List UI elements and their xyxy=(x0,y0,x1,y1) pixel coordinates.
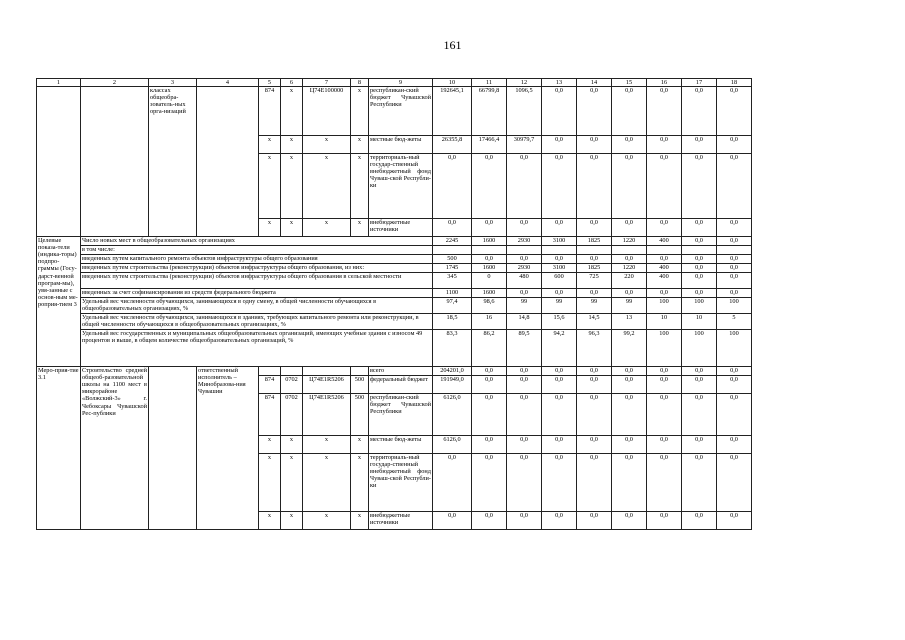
executor-cell: ответственный исполнитель – Минобразова-ния Чувашии xyxy=(197,367,259,530)
value-cell: 0,0 xyxy=(433,454,472,512)
value-cell: 1825 xyxy=(577,264,612,273)
column-number: 8 xyxy=(351,79,369,87)
value-cell: 0,0 xyxy=(542,394,577,436)
value-cell: 0,0 xyxy=(472,367,507,376)
value-cell: 0,0 xyxy=(612,219,647,237)
funding-source-cell: республикан-ский бюджет Чувашской Республики xyxy=(369,87,433,136)
value-cell: 0,0 xyxy=(717,512,752,530)
value-cell: 1600 xyxy=(472,289,507,298)
value-cell: 99 xyxy=(507,298,542,314)
target-indicator-row xyxy=(37,330,752,367)
value-cell: 0,0 xyxy=(507,394,542,436)
value-cell: 0,0 xyxy=(577,87,612,136)
column-number: 4 xyxy=(197,79,259,87)
code-cell: Ц74Е1R5206 xyxy=(303,394,351,436)
target-indicator-row xyxy=(37,273,752,289)
value-cell xyxy=(542,246,577,255)
value-cell: 89,5 xyxy=(507,330,542,367)
value-cell: 18,5 xyxy=(433,314,472,330)
value-cell: 400 xyxy=(647,264,682,273)
code-cell: х xyxy=(281,454,303,512)
code-cell xyxy=(281,367,303,376)
code-cell: 500 xyxy=(351,394,369,436)
code-cell: х xyxy=(351,436,369,454)
indicator-name-cell: Удельный вес численности обучающихся, занимающихся в зданиях, требующих капитального ремонта или реконструкции, в общей численности обучающихся в общеобразовательных организациях, % xyxy=(81,314,433,330)
code-cell: х xyxy=(259,436,281,454)
value-cell: 2930 xyxy=(507,237,542,246)
value-cell: 0,0 xyxy=(542,136,577,154)
code-cell: 874 xyxy=(259,376,281,394)
funding-source-cell: территориаль-ный государ-ственный внебюджетный фонд Чуваш-ской Республи-ки xyxy=(369,454,433,512)
value-cell: 0,0 xyxy=(507,454,542,512)
value-cell: 0,0 xyxy=(612,136,647,154)
value-cell xyxy=(647,246,682,255)
value-cell: 99 xyxy=(612,298,647,314)
value-cell: 0,0 xyxy=(682,376,717,394)
value-cell: 0,0 xyxy=(507,219,542,237)
value-cell: 14,5 xyxy=(577,314,612,330)
code-cell: х xyxy=(259,154,281,219)
column-number: 10 xyxy=(433,79,472,87)
value-cell xyxy=(577,246,612,255)
value-cell: 0,0 xyxy=(682,87,717,136)
empty-cell xyxy=(81,87,149,237)
value-cell: 100 xyxy=(647,298,682,314)
value-cell: 400 xyxy=(647,273,682,289)
empty-cell xyxy=(197,87,259,237)
value-cell: 97,4 xyxy=(433,298,472,314)
value-cell: 15,6 xyxy=(542,314,577,330)
indicator-name-cell: Удельный вес численности обучающихся, занимающихся в одну смену, в общей численности обучающихся в общеобразовательных организациях, % xyxy=(81,298,433,314)
value-cell: 0,0 xyxy=(647,255,682,264)
value-cell: 0,0 xyxy=(542,367,577,376)
value-cell: 0,0 xyxy=(717,154,752,219)
value-cell: 1100 xyxy=(433,289,472,298)
value-cell: 0,0 xyxy=(682,289,717,298)
value-cell: 0,0 xyxy=(682,264,717,273)
value-cell: 0,0 xyxy=(717,376,752,394)
table-row xyxy=(37,87,752,136)
value-cell: 0,0 xyxy=(647,436,682,454)
value-cell: 0,0 xyxy=(647,454,682,512)
target-indicator-row xyxy=(37,246,752,255)
value-cell: 0,0 xyxy=(577,367,612,376)
target-indicator-row xyxy=(37,255,752,264)
page-number: 161 xyxy=(443,38,462,52)
value-cell: 100 xyxy=(717,298,752,314)
value-cell: 10 xyxy=(682,314,717,330)
target-indicator-row xyxy=(37,289,752,298)
value-cell: 2245 xyxy=(433,237,472,246)
value-cell: 94,2 xyxy=(542,330,577,367)
value-cell: 1220 xyxy=(612,264,647,273)
value-cell: 0,0 xyxy=(472,394,507,436)
value-cell xyxy=(682,246,717,255)
value-cell: 0,0 xyxy=(472,454,507,512)
value-cell: 0,0 xyxy=(577,289,612,298)
measure-name-cell: Строительство средней общеоб-разовательной школы на 1100 мест в микрорайоне «Волжский-3» г. Чебоксары Чувашской Рес-публики xyxy=(81,367,149,530)
value-cell: 0,0 xyxy=(612,512,647,530)
indicator-name-cell: введенных путем строительства (реконструкции) объектов инфраструктуры общего образования, из них: xyxy=(81,264,433,273)
value-cell: 10 xyxy=(647,314,682,330)
value-cell: 1825 xyxy=(577,237,612,246)
value-cell: 0,0 xyxy=(612,436,647,454)
value-cell: 0,0 xyxy=(507,154,542,219)
code-cell: х xyxy=(303,436,351,454)
column-number: 3 xyxy=(149,79,197,87)
value-cell: 0,0 xyxy=(647,219,682,237)
column-number: 2 xyxy=(81,79,149,87)
value-cell: 0,0 xyxy=(577,154,612,219)
column-number: 12 xyxy=(507,79,542,87)
code-cell: Ц74Е100000 xyxy=(303,87,351,136)
program-table xyxy=(36,78,752,530)
value-cell: 16 xyxy=(472,314,507,330)
code-cell: х xyxy=(281,436,303,454)
value-cell: 0,0 xyxy=(682,273,717,289)
value-cell: 725 xyxy=(577,273,612,289)
value-cell: 0,0 xyxy=(472,376,507,394)
value-cell: 100 xyxy=(717,330,752,367)
column-number: 11 xyxy=(472,79,507,87)
value-cell: 0,0 xyxy=(433,154,472,219)
value-cell: 0,0 xyxy=(433,512,472,530)
code-cell xyxy=(351,367,369,376)
value-cell: 0,0 xyxy=(717,436,752,454)
value-cell: 6126,0 xyxy=(433,436,472,454)
value-cell: 0,0 xyxy=(717,454,752,512)
value-cell: 191949,0 xyxy=(433,376,472,394)
code-cell: х xyxy=(303,512,351,530)
code-cell: х xyxy=(281,219,303,237)
funding-source-cell: местные бюд-жеты xyxy=(369,136,433,154)
column-number: 9 xyxy=(369,79,433,87)
code-cell: х xyxy=(351,87,369,136)
value-cell: 2930 xyxy=(507,264,542,273)
empty-cell xyxy=(149,367,197,530)
code-cell: х xyxy=(259,512,281,530)
value-cell: 0,0 xyxy=(647,289,682,298)
measure-row xyxy=(37,367,752,376)
funding-source-cell: республикан-ский бюджет Чувашской Республики xyxy=(369,394,433,436)
value-cell: 0,0 xyxy=(542,512,577,530)
column-number: 5 xyxy=(259,79,281,87)
funding-source-cell: местные бюд-жеты xyxy=(369,436,433,454)
target-indicator-row xyxy=(37,314,752,330)
column-number: 7 xyxy=(303,79,351,87)
value-cell: 0 xyxy=(472,273,507,289)
code-cell: х xyxy=(351,136,369,154)
value-cell: 0,0 xyxy=(612,289,647,298)
value-cell: 100 xyxy=(682,330,717,367)
column-number: 14 xyxy=(577,79,612,87)
value-cell: 0,0 xyxy=(647,512,682,530)
value-cell: 0,0 xyxy=(682,136,717,154)
value-cell: 0,0 xyxy=(612,154,647,219)
value-cell: 204201,0 xyxy=(433,367,472,376)
value-cell: 0,0 xyxy=(717,264,752,273)
value-cell: 0,0 xyxy=(647,394,682,436)
value-cell: 0,0 xyxy=(682,436,717,454)
code-cell: 500 xyxy=(351,376,369,394)
value-cell: 1600 xyxy=(472,237,507,246)
indicator-name-cell: введенных путем капитального ремонта объектов инфраструктуры общего образования xyxy=(81,255,433,264)
funding-source-cell: федеральный бюджет xyxy=(369,376,433,394)
value-cell: 0,0 xyxy=(577,255,612,264)
target-indicator-row xyxy=(37,264,752,273)
value-cell: 0,0 xyxy=(577,376,612,394)
value-cell: 0,0 xyxy=(472,154,507,219)
value-cell: 0,0 xyxy=(682,255,717,264)
code-cell: 874 xyxy=(259,87,281,136)
value-cell: 0,0 xyxy=(682,237,717,246)
value-cell: 99,2 xyxy=(612,330,647,367)
value-cell: 1096,5 xyxy=(507,87,542,136)
value-cell: 0,0 xyxy=(682,512,717,530)
code-cell: х xyxy=(351,454,369,512)
value-cell xyxy=(472,246,507,255)
value-cell: 0,0 xyxy=(647,376,682,394)
measure-name-cell: классах общеобра-зователь-ных орга-низаций xyxy=(149,87,197,237)
value-cell: 30979,7 xyxy=(507,136,542,154)
value-cell: 1600 xyxy=(472,264,507,273)
value-cell: 0,0 xyxy=(612,367,647,376)
value-cell: 400 xyxy=(647,237,682,246)
value-cell: 0,0 xyxy=(647,154,682,219)
funding-source-cell: всего xyxy=(369,367,433,376)
value-cell: 0,0 xyxy=(472,436,507,454)
value-cell: 100 xyxy=(647,330,682,367)
targets-label-cell: Целевые показа-тели (индика-торы) подпро-граммы (Госу-дарст-венной програм-мы), увя-занные с основ-ным ме-роприя-тием 3 xyxy=(37,237,81,367)
code-cell: х xyxy=(303,154,351,219)
value-cell: 0,0 xyxy=(542,454,577,512)
value-cell: 480 xyxy=(507,273,542,289)
column-number: 6 xyxy=(281,79,303,87)
value-cell: 0,0 xyxy=(717,367,752,376)
value-cell: 0,0 xyxy=(612,87,647,136)
code-cell: х xyxy=(303,136,351,154)
value-cell: 0,0 xyxy=(717,136,752,154)
column-number: 16 xyxy=(647,79,682,87)
column-number: 17 xyxy=(682,79,717,87)
value-cell xyxy=(433,246,472,255)
value-cell: 0,0 xyxy=(612,376,647,394)
value-cell: 0,0 xyxy=(542,376,577,394)
value-cell: 0,0 xyxy=(542,436,577,454)
value-cell: 86,2 xyxy=(472,330,507,367)
code-cell: х xyxy=(259,219,281,237)
code-cell: х xyxy=(259,136,281,154)
value-cell: 13 xyxy=(612,314,647,330)
value-cell: 0,0 xyxy=(433,219,472,237)
column-number: 1 xyxy=(37,79,81,87)
value-cell: 0,0 xyxy=(577,454,612,512)
value-cell: 0,0 xyxy=(717,87,752,136)
value-cell: 0,0 xyxy=(577,436,612,454)
value-cell: 0,0 xyxy=(472,219,507,237)
value-cell: 192645,1 xyxy=(433,87,472,136)
value-cell: 345 xyxy=(433,273,472,289)
value-cell: 3100 xyxy=(542,237,577,246)
funding-source-cell: внебюджетные источники xyxy=(369,219,433,237)
value-cell: 0,0 xyxy=(612,255,647,264)
value-cell: 100 xyxy=(682,298,717,314)
code-cell: Ц74Е1R5206 xyxy=(303,376,351,394)
code-cell: х xyxy=(281,87,303,136)
indicator-name-cell: в том числе: xyxy=(81,246,433,255)
target-indicator-row xyxy=(37,298,752,314)
table-body xyxy=(37,79,752,530)
code-cell: х xyxy=(351,219,369,237)
value-cell: 0,0 xyxy=(682,394,717,436)
value-cell: 1220 xyxy=(612,237,647,246)
value-cell: 0,0 xyxy=(612,394,647,436)
value-cell: 0,0 xyxy=(507,512,542,530)
value-cell xyxy=(717,246,752,255)
value-cell xyxy=(507,246,542,255)
value-cell: 3100 xyxy=(542,264,577,273)
value-cell: 26355,8 xyxy=(433,136,472,154)
value-cell: 99 xyxy=(542,298,577,314)
value-cell: 5 xyxy=(717,314,752,330)
value-cell: 0,0 xyxy=(717,219,752,237)
empty-cell xyxy=(37,87,81,237)
value-cell: 83,3 xyxy=(433,330,472,367)
value-cell: 0,0 xyxy=(507,367,542,376)
code-cell: х xyxy=(281,136,303,154)
indicator-name-cell: Удельный вес государственных и муниципальных общеобразовательных организаций, имеющих учебные здания с износом 49 процентов и выше, в общем количестве общеобразовательных организаций, % xyxy=(81,330,433,367)
value-cell: 14,8 xyxy=(507,314,542,330)
code-cell: х xyxy=(281,512,303,530)
value-cell: 0,0 xyxy=(507,289,542,298)
value-cell xyxy=(612,246,647,255)
code-cell: х xyxy=(281,154,303,219)
value-cell: 0,0 xyxy=(682,154,717,219)
code-cell: х xyxy=(351,512,369,530)
column-number: 18 xyxy=(717,79,752,87)
code-cell xyxy=(303,367,351,376)
value-cell: 0,0 xyxy=(717,237,752,246)
value-cell: 1745 xyxy=(433,264,472,273)
column-number: 13 xyxy=(542,79,577,87)
value-cell: 0,0 xyxy=(542,87,577,136)
value-cell: 0,0 xyxy=(612,454,647,512)
value-cell: 98,6 xyxy=(472,298,507,314)
column-number-row xyxy=(37,79,752,87)
value-cell: 0,0 xyxy=(577,512,612,530)
value-cell: 6126,0 xyxy=(433,394,472,436)
value-cell: 96,3 xyxy=(577,330,612,367)
indicator-name-cell: введенных за счет софинансирования из средств федерального бюджета xyxy=(81,289,433,298)
value-cell: 0,0 xyxy=(717,394,752,436)
value-cell: 0,0 xyxy=(717,289,752,298)
value-cell: 0,0 xyxy=(472,255,507,264)
column-number: 15 xyxy=(612,79,647,87)
value-cell: 99 xyxy=(577,298,612,314)
target-indicator-row xyxy=(37,237,752,246)
value-cell: 17466,4 xyxy=(472,136,507,154)
value-cell: 0,0 xyxy=(472,512,507,530)
value-cell: 0,0 xyxy=(577,394,612,436)
value-cell: 0,0 xyxy=(577,219,612,237)
value-cell: 0,0 xyxy=(717,255,752,264)
value-cell: 0,0 xyxy=(682,219,717,237)
measure-number-cell: Меро-прия-тие 3.1 xyxy=(37,367,81,530)
value-cell: 0,0 xyxy=(647,87,682,136)
value-cell: 600 xyxy=(542,273,577,289)
code-cell xyxy=(259,367,281,376)
code-cell: 874 xyxy=(259,394,281,436)
value-cell: 0,0 xyxy=(542,289,577,298)
value-cell: 0,0 xyxy=(507,255,542,264)
funding-source-cell: территориаль-ный государ-ственный внебюджетный фонд Чуваш-ской Республи-ки xyxy=(369,154,433,219)
value-cell: 0,0 xyxy=(542,219,577,237)
value-cell: 0,0 xyxy=(542,255,577,264)
value-cell: 220 xyxy=(612,273,647,289)
code-cell: х xyxy=(259,454,281,512)
value-cell: 0,0 xyxy=(577,136,612,154)
value-cell: 0,0 xyxy=(647,136,682,154)
code-cell: 0702 xyxy=(281,394,303,436)
value-cell: 66799,8 xyxy=(472,87,507,136)
value-cell: 0,0 xyxy=(682,454,717,512)
code-cell: х xyxy=(351,154,369,219)
value-cell: 0,0 xyxy=(682,367,717,376)
indicator-name-cell: введенных путем строительства (реконструкции) объектов инфраструктуры общего образования в сельской местности xyxy=(81,273,433,289)
value-cell: 0,0 xyxy=(542,154,577,219)
value-cell: 0,0 xyxy=(507,436,542,454)
value-cell: 0,0 xyxy=(507,376,542,394)
indicator-name-cell: Число новых мест в общеобразовательных организациях xyxy=(81,237,433,246)
value-cell: 0,0 xyxy=(717,273,752,289)
funding-source-cell: внебюджетные источники xyxy=(369,512,433,530)
code-cell: х xyxy=(303,454,351,512)
code-cell: х xyxy=(303,219,351,237)
code-cell: 0702 xyxy=(281,376,303,394)
value-cell: 500 xyxy=(433,255,472,264)
value-cell: 0,0 xyxy=(647,367,682,376)
